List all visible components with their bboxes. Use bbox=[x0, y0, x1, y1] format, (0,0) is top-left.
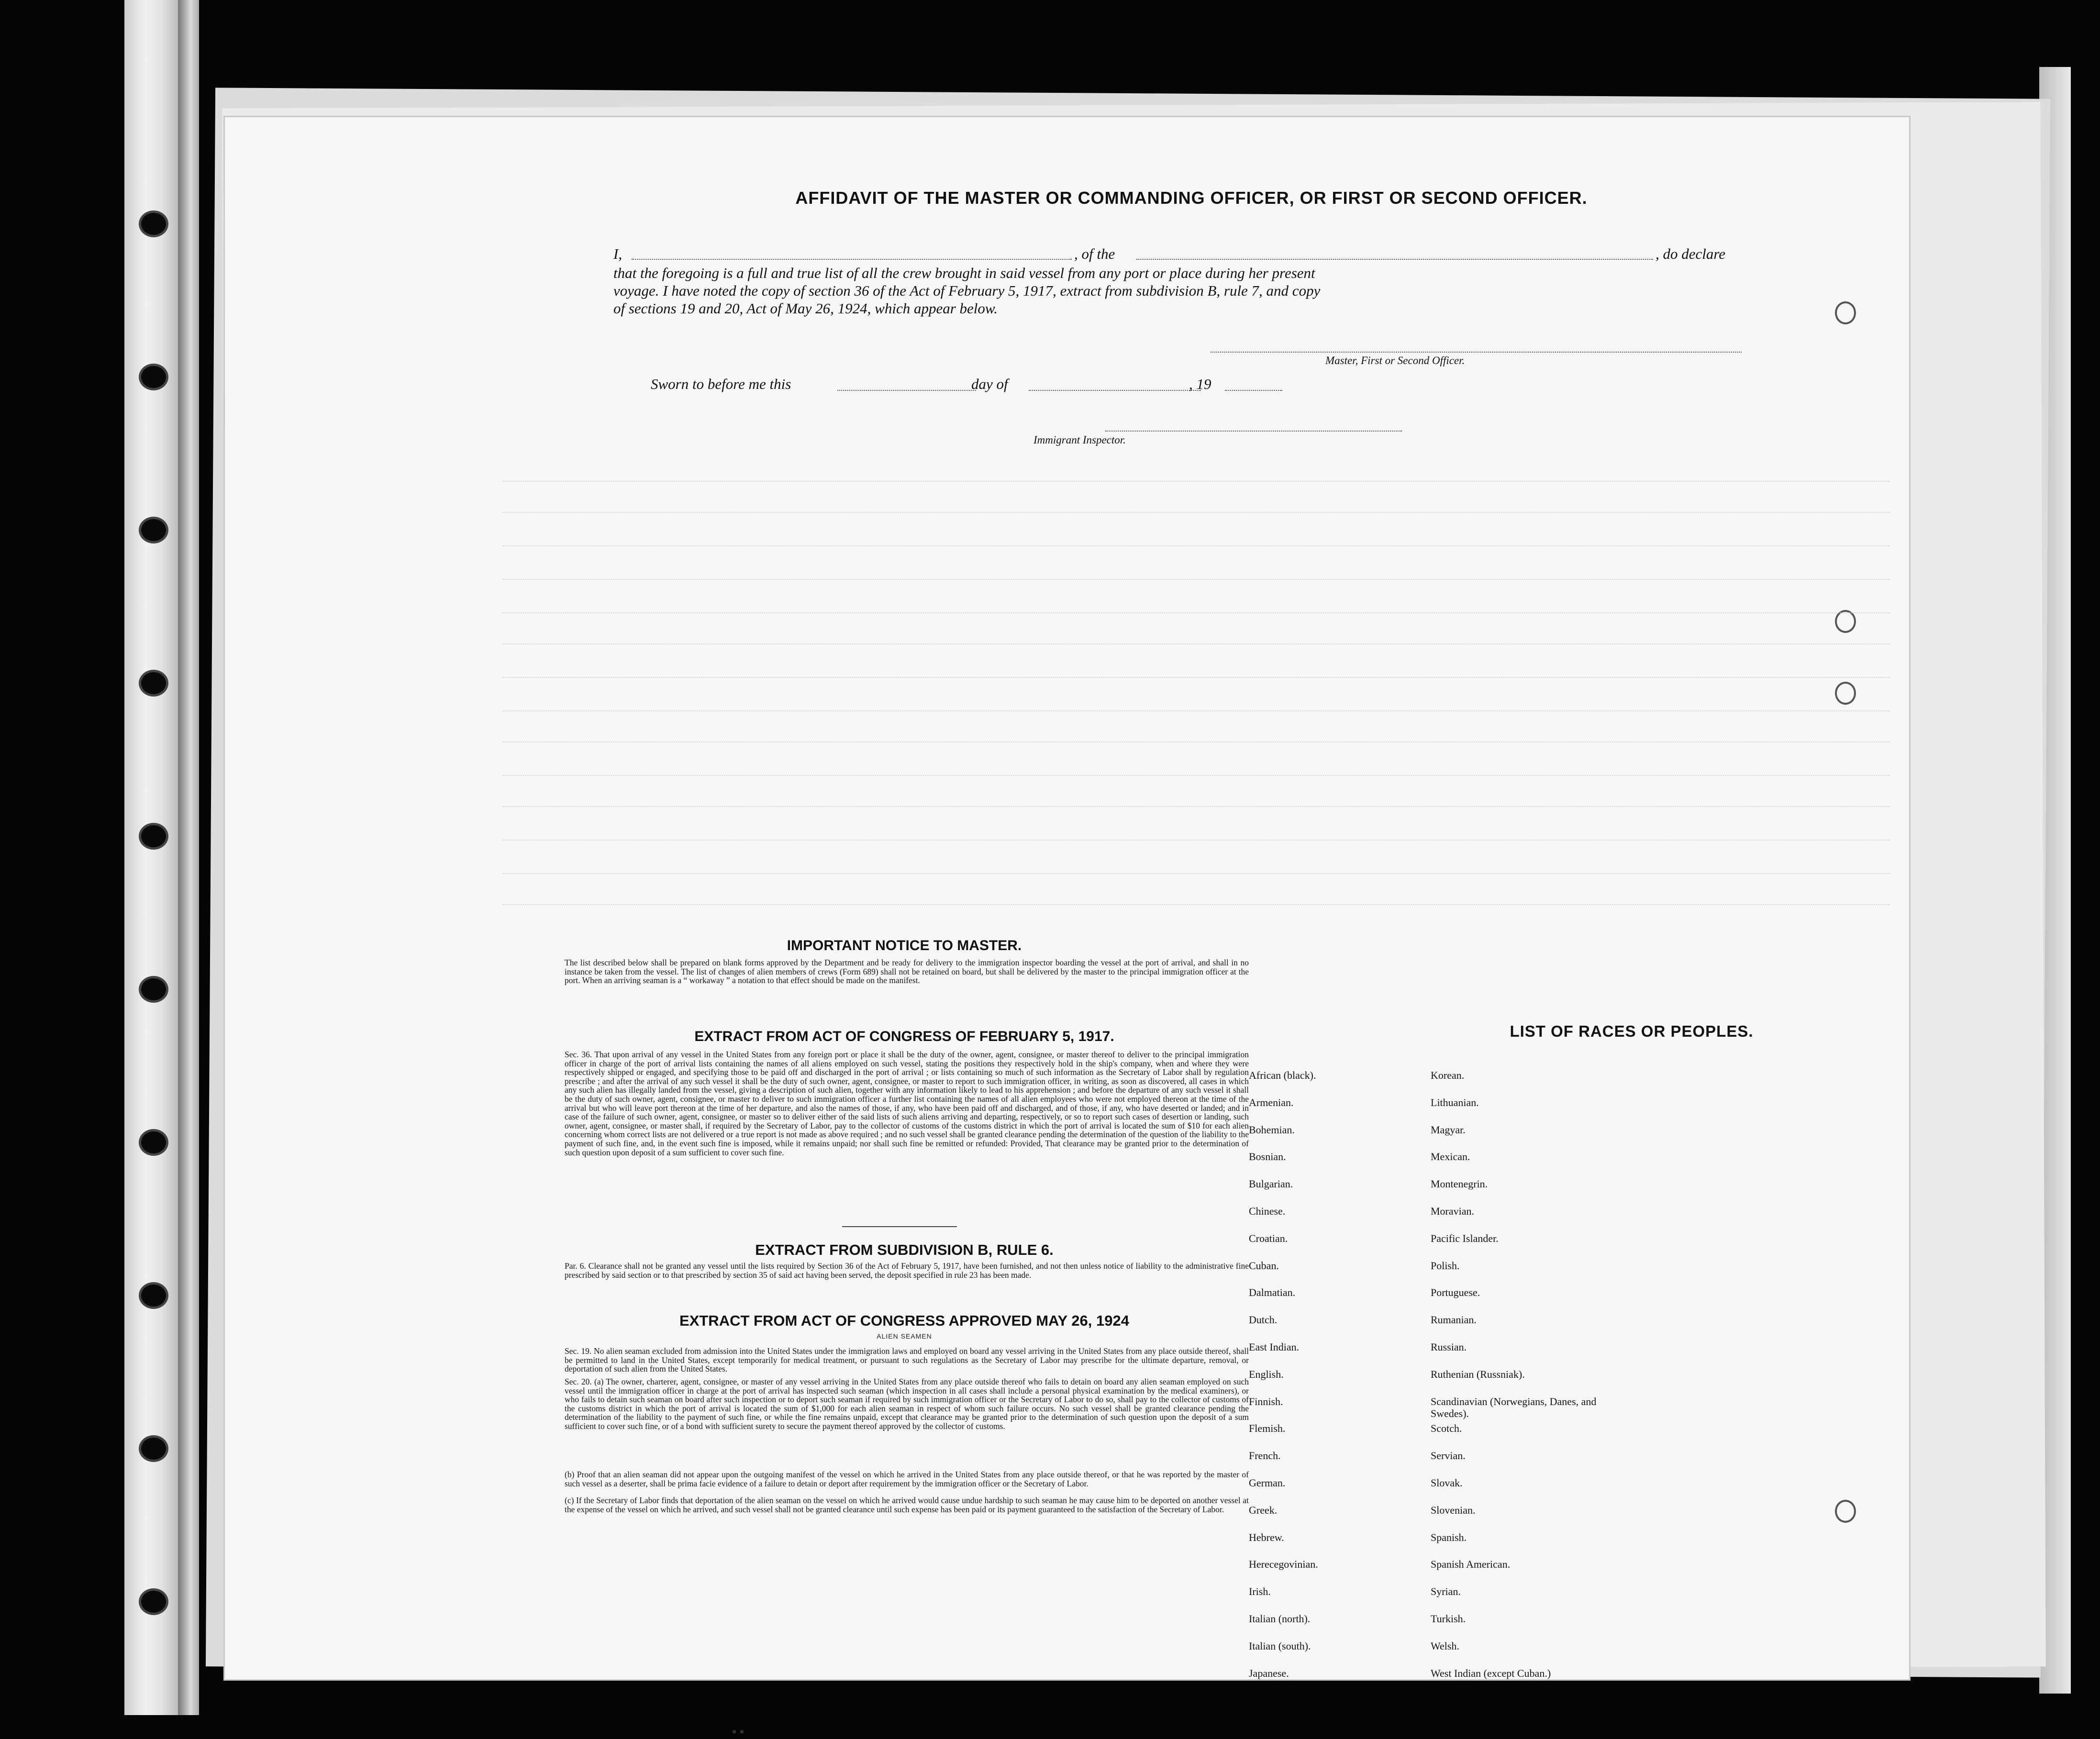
race-item: Irish. bbox=[1249, 1585, 1271, 1598]
manifest-page bbox=[225, 117, 1909, 1739]
race-item: West Indian (except Cuban.) bbox=[1431, 1667, 1551, 1679]
race-item: Mexican. bbox=[1431, 1151, 1470, 1163]
race-item: Syrian. bbox=[1431, 1585, 1461, 1598]
alien-seamen-subtitle: ALIEN SEAMEN bbox=[877, 1332, 932, 1340]
race-item: Lithuanian. bbox=[1431, 1096, 1479, 1108]
race-item: English. bbox=[1249, 1368, 1284, 1380]
race-item: Magyar. bbox=[1431, 1123, 1466, 1136]
name-field[interactable] bbox=[632, 259, 1072, 260]
year-text: , 19 bbox=[1189, 376, 1211, 392]
affidavit-line2: that the foregoing is a full and true list of all the crew brought in said vessel from any port or place during her present bbox=[613, 265, 1315, 281]
extract-1917-title: EXTRACT FROM ACT OF CONGRESS OF FEBRUARY 5, 1917. bbox=[694, 1029, 1114, 1044]
race-item: Welsh. bbox=[1431, 1639, 1459, 1652]
race-item: Italian (north). bbox=[1249, 1613, 1311, 1625]
affidavit-line3: voyage. I have noted the copy of section 36 of the Act of February 5, 1917, extract from subdivision B, rule 7, and copy bbox=[613, 282, 1321, 299]
affidavit-title: AFFIDAVIT OF THE MASTER OR COMMANDING OFFICER, OR FIRST OR SECOND OFFICER. bbox=[795, 188, 1588, 208]
binder-hole bbox=[139, 210, 168, 237]
race-item: Scotch. bbox=[1431, 1422, 1462, 1435]
binder-hole bbox=[139, 823, 168, 850]
subdivision-body: Par. 6. Clearance shall not be granted any vessel until the lists required by Section 36 of the Act of February 5, 1917, have been furnished, and not then unless notice of liability to the administrative fine prescribed by said section or to that prescribed by section 35 of said act having been served, the deposit specified in rule 23 has been made. bbox=[565, 1261, 1249, 1280]
race-item: Portuguese. bbox=[1431, 1286, 1480, 1299]
sworn-month-field[interactable] bbox=[1029, 390, 1201, 391]
sec20a-body: Sec. 20. (a) The owner, charterer, agent, consignee, or master of any vessel arriving in the United States from any place outside thereof who fails to detain on board any alien seaman employed on such vessel until the immigration officer in charge at the port of arrival has inspected such seaman (which inspection in all cases shall include a personal physical examination by the medical examiners), or who fails to detain such seaman on board after such inspection or to deport such seaman if required by such immigration officer or the Secretary of Labor to do so, shall pay to the collector of customs of the customs district in which the port of arrival is located the sum of $1,000 for each alien seaman in respect of whom such failure occurs. No such vessel shall be granted clearance pending the determination of the liability to the payment of such fine, or while the fine remains unpaid, except that clearance may be granted prior to the determination of such question upon the deposit of a sum sufficient to cover such fine, or of a bond with sufficient surety to secure the payment thereof approved by the collector of customs. bbox=[565, 1377, 1249, 1431]
race-item: Ruthenian (Russniak). bbox=[1431, 1368, 1525, 1380]
race-item: Bohemian. bbox=[1249, 1123, 1295, 1136]
inspector-caption: Immigrant Inspector. bbox=[1033, 434, 1126, 446]
race-item: German. bbox=[1249, 1477, 1286, 1489]
affidavit-of-the: , of the bbox=[1074, 245, 1115, 262]
affidavit-i: I, bbox=[613, 245, 622, 262]
race-item: Japanese. bbox=[1249, 1667, 1289, 1679]
sec19-body: Sec. 19. No alien seaman excluded from admission into the United States under the immigration laws and employed on board any vessel arriving in the United States from any place outside thereof, shall be permitted to land in the United States, except temporarily for medical treatment, or pursuant to such regulations as the Secretary of Labor may prescribe for the ultimate departure, removal, or deportation of such alien from the United States. bbox=[565, 1346, 1249, 1374]
race-item: Finnish. bbox=[1249, 1395, 1283, 1407]
race-item: Scandinavian (Norwegians, Danes, and Swedes). bbox=[1431, 1395, 1597, 1419]
race-item: Spanish. bbox=[1431, 1531, 1467, 1543]
signer-caption: Master, First or Second Officer. bbox=[1325, 354, 1465, 366]
binder-hole bbox=[139, 364, 168, 390]
sec20b-body: (b) Proof that an alien seaman did not appear upon the outgoing manifest of the vessel on which he arrived in the United States from any place outside thereof, or that he was reported by the master of such vessel as a deserter, shall be prima facie evidence of a failure to detain or deport after requirement by the immigration officer or the Secretary of Labor. bbox=[565, 1470, 1249, 1488]
race-item: Croatian. bbox=[1249, 1232, 1288, 1244]
binder-hole bbox=[139, 1129, 168, 1156]
extract-1924-title: EXTRACT FROM ACT OF CONGRESS APPROVED MAY 26, 1924 bbox=[679, 1312, 1129, 1329]
race-item: Slovak. bbox=[1431, 1477, 1463, 1489]
race-item: Moravian. bbox=[1431, 1205, 1475, 1217]
binder-hole bbox=[139, 1588, 168, 1615]
notice-body: The list described below shall be prepared on blank forms approved by the Department and be ready for delivery to the immigration inspector boarding the vessel at the port of arrival, and shall in no instance be taken from the vessel. The list of changes of alien members of crews (Form 689) shall not be retained on board, but shall be delivered by the master to the principal immigration officer at the port. When an arriving seaman is a “ workaway ” a notation to that effect should be made on the manifest. bbox=[565, 958, 1249, 986]
affidavit-declare: , do declare bbox=[1656, 245, 1726, 262]
binder-hole bbox=[139, 976, 168, 1003]
race-item: East Indian. bbox=[1249, 1341, 1300, 1353]
sec20c-body: (c) If the Secretary of Labor finds that deportation of the alien seaman on the vessel on which he arrived would cause undue hardship to such seaman he may cause him to be deported on another vessel at the expense of the vessel on which he arrived, and such vessel shall not be granted clearance until such expense has been paid or its payment guaranteed to the satisfaction of the Secretary of Labor. bbox=[565, 1495, 1249, 1514]
race-item: African (black). bbox=[1249, 1069, 1316, 1081]
race-item: Korean. bbox=[1431, 1069, 1465, 1081]
affidavit-line4: of sections 19 and 20, Act of May 26, 1924, which appear below. bbox=[613, 300, 998, 317]
race-item: Russian. bbox=[1431, 1341, 1467, 1353]
binder-hole bbox=[139, 1282, 168, 1309]
race-item: Hebrew. bbox=[1249, 1531, 1284, 1543]
sworn-day-field[interactable] bbox=[837, 390, 976, 391]
race-item: Polish. bbox=[1431, 1259, 1460, 1272]
race-item: Italian (south). bbox=[1249, 1639, 1311, 1652]
inspector-signature-field[interactable] bbox=[1105, 431, 1402, 432]
race-item: Pacific Islander. bbox=[1431, 1232, 1499, 1244]
race-item: Montenegrin. bbox=[1431, 1178, 1488, 1190]
binder-ring bbox=[1835, 682, 1856, 705]
sworn-year-field[interactable] bbox=[1225, 390, 1282, 391]
binder-hole bbox=[139, 517, 168, 543]
race-item: Chinese. bbox=[1249, 1205, 1286, 1217]
vessel-field[interactable] bbox=[1136, 259, 1653, 260]
race-item: Servian. bbox=[1431, 1450, 1466, 1462]
divider bbox=[842, 1226, 957, 1227]
subdivision-title: EXTRACT FROM SUBDIVISION B, RULE 6. bbox=[755, 1241, 1054, 1258]
binder-ring bbox=[1835, 610, 1856, 633]
race-item: Rumanian. bbox=[1431, 1314, 1477, 1326]
race-item: Flemish. bbox=[1249, 1422, 1286, 1435]
race-item: Greek. bbox=[1249, 1504, 1278, 1516]
race-item: Bosnian. bbox=[1249, 1151, 1286, 1163]
binder-edge bbox=[178, 0, 199, 1715]
sworn-text: Sworn to before me this bbox=[651, 376, 791, 392]
race-item: Cuban. bbox=[1249, 1259, 1279, 1272]
race-item: Dalmatian. bbox=[1249, 1286, 1296, 1299]
binder-hole bbox=[139, 670, 168, 697]
day-of-text: day of bbox=[971, 376, 1008, 392]
races-title: LIST OF RACES OR PEOPLES. bbox=[1510, 1022, 1754, 1040]
stray-marks: ▪ ▪ bbox=[732, 1725, 744, 1739]
binder-ring bbox=[1835, 301, 1856, 324]
race-item: Spanish American. bbox=[1431, 1558, 1511, 1571]
race-item: French. bbox=[1249, 1450, 1281, 1462]
notice-title: IMPORTANT NOTICE TO MASTER. bbox=[787, 938, 1022, 953]
extract-1917-body: Sec. 36. That upon arrival of any vessel in the United States from any foreign port or place it shall be the duty of the owner, agent, consignee, or master thereof to deliver to the principal immigration officer in charge of the port of arrival lists containing the names of all aliens employed on such vessel, stating the positions they respectively hold in the ship's company, when and where they were respectively shipped or engaged, and specifying those to be paid off and discharged in the port of arrival ; or lists containing so much of such information as the Secretary of Labor shall by regulation prescribe ; and after the arrival of any such vessel it shall be the duty of such owner, agent, consignee, or master to report to such immigration officer, in writing, as soon as discovered, all cases in which any such alien has illegally landed from the vessel, giving a description of such alien, together with any information likely to lead to his apprehension ; and before the departure of any such vessel it shall be the duty of such owner, agent, consignee, or master to deliver to such immigration officer a further list containing the names of all alien employees who were not employed thereon at the time of the arrival but who will leave port thereon at the time of her departure, and also the names of those, if any, who have been paid off and discharged, and of those, if any, who have deserted or landed; and in case of the failure of such owner, agent, consignee, or master so to deliver either of the said lists of such aliens arriving and departing, respectively, or so to report such cases of desertion or landing, such owner, agent, consignee, or master shall, if required by the Secretary of Labor, pay to the collector of customs of the customs district in which the port of arrival is located the sum of $10 for each alien concerning whom correct lists are not delivered or a true report is not made as above required ; and no such vessel shall be granted clearance pending the determination of the question of the liability to the payment of such fine, and, in the event such fine is imposed, while it remains unpaid; nor shall such fine be remitted or refunded: Provided, That clearance may be granted prior to the determination of such question upon deposit of a sum sufficient to cover such fine. bbox=[565, 1050, 1249, 1157]
race-item: Slovenian. bbox=[1431, 1504, 1476, 1516]
binder-ring bbox=[1835, 1500, 1856, 1523]
race-item: Dutch. bbox=[1249, 1314, 1278, 1326]
race-item: Turkish. bbox=[1431, 1613, 1466, 1625]
binder-hole bbox=[139, 1435, 168, 1462]
race-item: Armenian. bbox=[1249, 1096, 1294, 1108]
race-item: Bulgarian. bbox=[1249, 1178, 1293, 1190]
race-item: Herecegovinian. bbox=[1249, 1558, 1318, 1571]
signature-field[interactable] bbox=[1211, 352, 1742, 353]
